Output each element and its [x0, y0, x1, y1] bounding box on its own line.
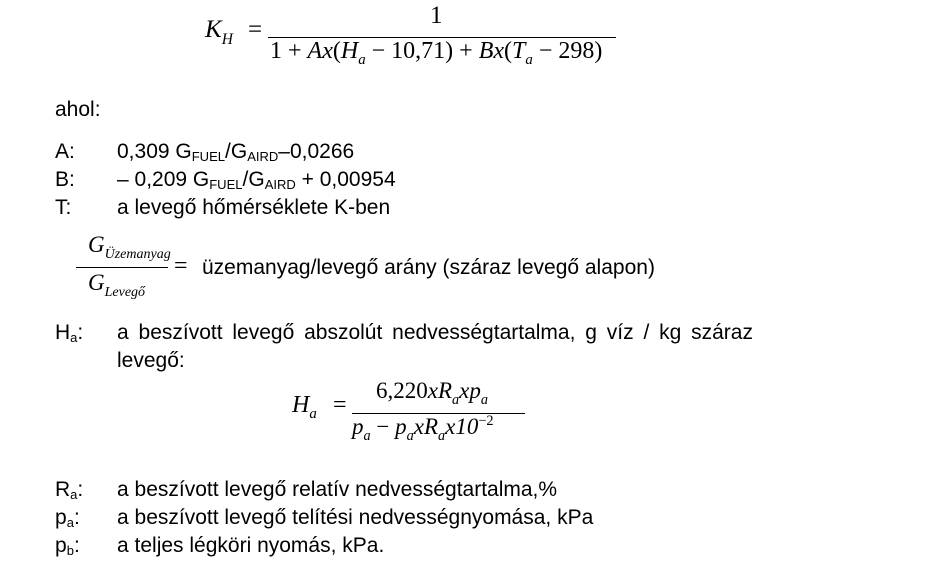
- ha-num-r-sub: a: [452, 391, 460, 408]
- def-ra-sub: a: [70, 487, 78, 503]
- ha-num-const: 6,220: [376, 378, 428, 403]
- ha-label: [55, 321, 83, 345]
- def-pa-label: [55, 506, 80, 530]
- def-b-sub2: AIRD: [264, 177, 296, 193]
- kh-den-paren2: (: [504, 38, 513, 64]
- ratio-text: üzemanyag/levegő arány (száraz levegő alapon): [202, 256, 655, 279]
- kh-den-t-sub: a: [525, 52, 533, 69]
- kh-den-paren1: (: [332, 38, 341, 64]
- ha-formula-denominator: [352, 413, 494, 444]
- ha-den-x10: x10: [445, 414, 479, 439]
- kh-den-bx: Bx: [478, 38, 505, 64]
- ha-formula-lhs-letter: H: [292, 392, 310, 418]
- def-pb-sub: b: [66, 543, 74, 559]
- def-pb-colon: :: [73, 534, 80, 557]
- def-a-part1: 0,309 G: [117, 140, 192, 163]
- kh-lhs-sub: H: [221, 30, 233, 48]
- ha-den-p-sub: a: [363, 427, 371, 444]
- ha-den-minus: −: [370, 414, 396, 439]
- kh-denominator: [270, 38, 603, 69]
- ratio-denominator: [88, 270, 146, 300]
- ha-den-p2: p: [395, 414, 407, 439]
- def-a-text: [117, 140, 354, 164]
- def-b-part2: /G: [242, 168, 265, 191]
- kh-den-t: T: [512, 38, 526, 64]
- kh-den-h: H: [340, 38, 359, 64]
- ha-num-p-sub: a: [480, 391, 488, 408]
- def-pb-text: a teljes légköri nyomás, kPa.: [117, 534, 385, 557]
- def-pb-main: p: [55, 534, 67, 557]
- ratio-equals: =: [174, 253, 188, 279]
- ha-den-p2-sub: a: [406, 427, 414, 444]
- def-a-part2: /G: [225, 140, 248, 163]
- ratio-fraction-line: [76, 267, 168, 268]
- kh-den-tail: − 298): [532, 38, 603, 64]
- def-pa-main: p: [55, 506, 67, 529]
- kh-den-one-plus: 1 +: [270, 38, 308, 64]
- kh-den-const: − 10,71) +: [365, 38, 479, 64]
- kh-equals: =: [248, 16, 263, 43]
- ha-den-r-sub: a: [438, 427, 446, 444]
- ha-formula-equals: =: [333, 392, 347, 418]
- def-ra-colon: :: [77, 478, 84, 501]
- ha-num-xr: xR: [427, 378, 453, 403]
- def-b-part3: + 0,00954: [295, 168, 396, 191]
- ratio-numerator: [88, 232, 171, 262]
- def-ra-main: R: [55, 478, 71, 501]
- def-b-label: B:: [55, 168, 75, 191]
- ha-label-colon: :: [77, 321, 84, 344]
- ha-formula-lhs-sub: a: [309, 406, 317, 423]
- ha-label-sub: a: [70, 330, 78, 346]
- ratio-num-sub: Üzemanyag: [104, 247, 171, 262]
- def-a-sub2: AIRD: [247, 149, 279, 165]
- ratio-den-g: G: [88, 270, 105, 295]
- ha-label-main: H: [55, 321, 71, 344]
- ha-den-xr: xR: [413, 414, 438, 439]
- def-ra-label: [55, 478, 83, 502]
- ha-line1: a beszívott levegő abszolút nedvességtartalma, g víz / kg száraz: [117, 321, 753, 344]
- ha-den-exponent: −2: [478, 413, 494, 430]
- def-ra-text: a beszívott levegő relatív nedvességtartalma,%: [117, 478, 558, 501]
- ha-line2: levegő:: [117, 349, 185, 372]
- kh-den-h-sub: a: [358, 52, 366, 69]
- kh-lhs: [205, 16, 233, 48]
- ha-den-p: p: [352, 414, 364, 439]
- def-a-sub1: FUEL: [191, 149, 226, 165]
- def-pa-text: a beszívott levegő telítési nedvességnyomása, kPa: [117, 506, 594, 529]
- def-b-sub1: FUEL: [209, 177, 243, 193]
- def-b-text: [117, 168, 396, 192]
- kh-numerator: 1: [430, 2, 443, 29]
- kh-lhs-letter: K: [205, 16, 222, 43]
- def-a-part3: –0,0266: [278, 140, 355, 163]
- def-t-label: T:: [55, 196, 72, 219]
- def-pb-label: [55, 534, 80, 558]
- ha-formula-lhs: [292, 392, 317, 423]
- def-b-part1: – 0,209 G: [117, 168, 210, 191]
- ha-formula-numerator: [376, 378, 488, 408]
- def-t-text: a levegő hőmérséklete K-ben: [117, 196, 391, 219]
- kh-den-ax: Ax: [307, 38, 333, 64]
- def-pa-colon: :: [73, 506, 80, 529]
- ratio-den-sub: Levegő: [104, 285, 146, 300]
- ha-num-xp: xp: [459, 378, 481, 403]
- ahol-label: ahol:: [55, 98, 101, 121]
- def-pa-sub: a: [66, 515, 74, 531]
- def-a-label: A:: [55, 140, 75, 163]
- ratio-num-g: G: [88, 232, 105, 257]
